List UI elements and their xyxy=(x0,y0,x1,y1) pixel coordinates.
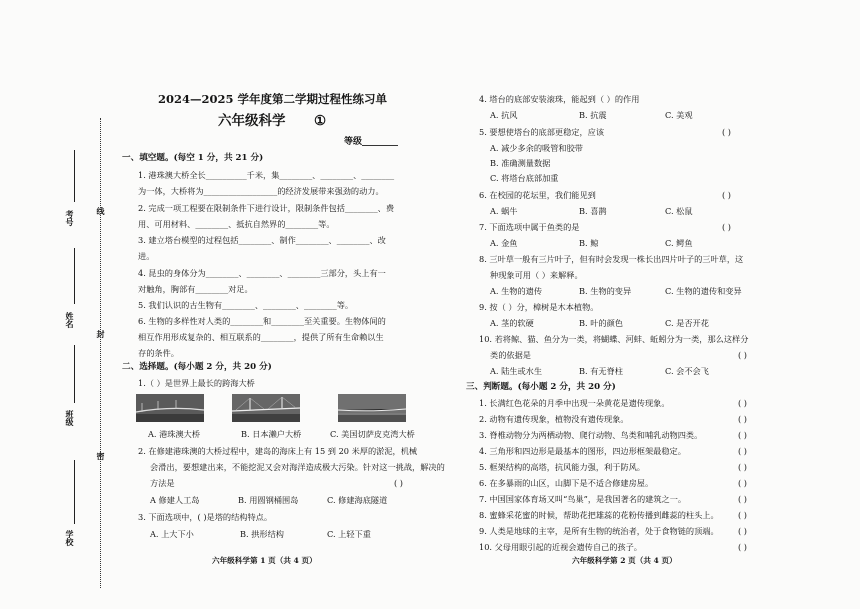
part1-line: 用、可用材料、________、抵抗自然界的________等。 xyxy=(138,219,335,229)
part2-heading: 二、选择题。(每小题 2 分，共 20 分) xyxy=(122,362,272,372)
q2-option-c: C. 修建海底隧道 xyxy=(327,495,388,505)
kaohao-line[interactable] xyxy=(74,150,75,202)
q3-option-a: A. 上大下小 xyxy=(150,529,194,539)
q2-option-a: A 修建人工岛 xyxy=(150,495,200,505)
judge-item: 2. 动物有遗传现象，植物没有遗传现象。 xyxy=(479,414,629,424)
q4-stem: 4. 塔台的底部安装滚珠，能起到（ ）的作用 xyxy=(479,94,640,104)
seal-mi-label: 密 xyxy=(96,452,105,460)
binding-dotted-line xyxy=(100,118,101,588)
q5-answer-blank[interactable]: ( ) xyxy=(722,127,731,137)
q4-option-c: C. 美观 xyxy=(665,110,693,120)
q4-option-b: B. 抗震 xyxy=(579,110,607,120)
page-title: 2024—2025 学年度第二学期过程性练习单 xyxy=(158,92,388,106)
bridge-photo-a xyxy=(136,394,204,422)
q5-option-c: C. 将塔台底部加重 xyxy=(490,173,559,183)
judge-answer-blank[interactable]: ( ) xyxy=(738,542,747,552)
part1-line: 相互作用形成复杂的、相互联系的________，提供了所有生命赖以生 xyxy=(138,332,384,342)
q8-line: 种现象可用（ ）来解释。 xyxy=(490,270,583,280)
part1-line: 对触角，胸部有________对足。 xyxy=(138,284,253,294)
part1-line: 5. 我们认识的古生物有________、________、________等。 xyxy=(138,300,354,310)
part1-line: 2. 完成一项工程要在限制条件下进行设计，限制条件包括________、费 xyxy=(138,203,395,213)
q7-answer-blank[interactable]: ( ) xyxy=(722,222,731,232)
judge-item: 1. 长满红色花朵的月季中出现一朵黄花是遗传现象。 xyxy=(479,398,670,408)
judge-answer-blank[interactable]: ( ) xyxy=(738,414,747,424)
judge-item: 5. 框架结构的高塔，抗风能力强，利于防风。 xyxy=(479,462,645,472)
page-subtitle: 六年级科学 xyxy=(218,113,286,129)
q2-line: 会滑出，要想建出来，不能挖泥又会对海洋造成极大污染。针对这一挑战，解决的 xyxy=(150,462,445,472)
q4-option-a: A. 抗风 xyxy=(490,110,518,120)
q9-option-a: A. 茎的软硬 xyxy=(490,318,534,328)
q7-stem: 7. 下面选项中属于鱼类的是 xyxy=(479,222,580,232)
q10-line: 10. 若将鲸、猫、鱼分为一类，将蝴蝶、河蚌、蚯蚓分为一类，那么这样分 xyxy=(479,334,749,344)
part1-heading: 一、填空题。(每空 1 分，共 21 分) xyxy=(122,153,264,163)
q5-stem: 5. 要想使塔台的底部更稳定，应该 xyxy=(479,127,605,137)
judge-answer-blank[interactable]: ( ) xyxy=(738,398,747,408)
judge-item: 9. 人类是地球的主宰，是所有生物的统治者，处于食物链的顶端。 xyxy=(479,526,719,536)
xuexiao-line[interactable] xyxy=(74,460,75,524)
q10-line: 类的依据是 xyxy=(490,350,531,360)
q3-option-c: C. 上轻下重 xyxy=(327,529,371,539)
q6-stem: 6. 在校园的花坛里，我们能见到 xyxy=(479,190,596,200)
q9-option-b: B. 叶的颜色 xyxy=(579,318,623,328)
q9-option-c: C. 是否开花 xyxy=(665,318,709,328)
part1-line: 1. 港珠澳大桥全长__________千米，集________、________、________ xyxy=(138,170,395,180)
circle-number: ① xyxy=(314,113,327,129)
q8-option-a: A. 生物的遗传 xyxy=(490,286,543,296)
q6-answer-blank[interactable]: ( ) xyxy=(722,190,731,200)
xuexiao-label: 学校 xyxy=(65,530,74,546)
q10-option-c: C. 会不会飞 xyxy=(665,366,709,376)
q1-stem: 1.（ ）是世界上最长的跨海大桥 xyxy=(138,378,255,388)
xingming-label: 姓名 xyxy=(65,312,74,328)
q2-line: 2. 在修建港珠澳的大桥过程中，建岛的海床上有 15 到 20 米厚的淤泥，机械 xyxy=(138,446,418,456)
q2-option-b: B. 用圆钢桶围岛 xyxy=(238,495,299,505)
judge-answer-blank[interactable]: ( ) xyxy=(738,446,747,456)
seal-feng-label: 封 xyxy=(96,330,105,338)
banji-label: 班级 xyxy=(65,410,74,426)
q7-option-c: C. 鳄鱼 xyxy=(665,238,693,248)
q5-option-b: B. 准确测量数据 xyxy=(490,158,551,168)
bridge-photo-c xyxy=(338,394,406,422)
judge-answer-blank[interactable]: ( ) xyxy=(738,478,747,488)
judge-answer-blank[interactable]: ( ) xyxy=(738,430,747,440)
seal-xian-label: 线 xyxy=(96,207,105,215)
page1-footer: 六年级科学第 1 页（共 4 页） xyxy=(212,556,317,565)
judge-item: 4. 三角形和四边形是最基本的图形，四边形框架最稳定。 xyxy=(479,446,686,456)
part1-line: 4. 昆虫的身体分为________、________、________三部分，头上有一 xyxy=(138,268,386,278)
judge-answer-blank[interactable]: ( ) xyxy=(738,526,747,536)
q1-option-b: B. 日本濑户大桥 xyxy=(241,429,302,439)
q1-option-c: C. 美国切萨皮克湾大桥 xyxy=(330,429,415,439)
xingming-line[interactable] xyxy=(74,248,75,304)
q6-option-b: B. 喜鹊 xyxy=(579,206,607,216)
q5-option-a: A. 减少多余的吸管和胶带 xyxy=(490,143,583,153)
page2-footer: 六年级科学第 2 页（共 4 页） xyxy=(572,556,677,565)
judge-answer-blank[interactable]: ( ) xyxy=(738,510,747,520)
q10-option-a: A. 陆生或水生 xyxy=(490,366,543,376)
q7-option-b: B. 鲸 xyxy=(579,238,599,248)
part1-line: 6. 生物的多样性对人类的________和________至关重要。生物体间的 xyxy=(138,316,386,326)
q10-answer-blank[interactable]: ( ) xyxy=(738,350,747,360)
q6-option-c: C. 松鼠 xyxy=(665,206,693,216)
judge-item: 8. 蜜蜂采花蜜的时候，帮助花把雄蕊的花粉传播到雌蕊的柱头上。 xyxy=(479,510,719,520)
part3-heading: 三、判断题。(每小题 2 分，共 20 分) xyxy=(466,382,616,392)
grade-label: 等级________ xyxy=(344,137,399,147)
judge-item: 3. 脊椎动物分为两栖动物、爬行动物、鸟类和哺乳动物四类。 xyxy=(479,430,703,440)
part1-line: 3. 建立塔台模型的过程包括________、制作________、________、改 xyxy=(138,235,386,245)
q2-answer-blank[interactable]: ( ) xyxy=(394,478,403,488)
kaohao-label: 考号 xyxy=(65,210,74,226)
q2-line: 方法是 xyxy=(150,478,175,488)
q9-stem: 9. 按（ ）分，樟树是木本植物。 xyxy=(479,302,599,312)
q10-option-b: B. 有无脊柱 xyxy=(579,366,623,376)
q3-stem: 3. 下面选项中，( )是塔的结构特点。 xyxy=(138,512,273,522)
q8-option-c: C. 生物的遗传和变异 xyxy=(665,286,742,296)
judge-item: 10. 父母用眼引起的近视会遗传自己的孩子。 xyxy=(479,542,642,552)
q1-option-a: A. 港珠澳大桥 xyxy=(148,429,201,439)
judge-item: 7. 中国国家体育场又叫“鸟巢”，是我国著名的建筑之一。 xyxy=(479,494,687,504)
bridge-photo-b xyxy=(232,394,300,422)
part1-line: 为一体，大桥将为__________________的经济发展带来强劲的动力。 xyxy=(138,186,384,196)
judge-item: 6. 在多暴雨的山区，山脚下是不适合修建房屋。 xyxy=(479,478,654,488)
q8-line: 8. 三叶草一般有三片叶子，但有时会发现一株长出四片叶子的三叶草，这 xyxy=(479,254,744,264)
q3-option-b: B. 拱形结构 xyxy=(240,529,284,539)
judge-answer-blank[interactable]: ( ) xyxy=(738,494,747,504)
banji-line[interactable] xyxy=(74,345,75,403)
part1-line: 进。 xyxy=(138,251,155,261)
q6-option-a: A. 蜗牛 xyxy=(490,206,518,216)
part1-line: 存的条件。 xyxy=(138,348,179,358)
q8-option-b: B. 生物的变异 xyxy=(579,286,632,296)
judge-answer-blank[interactable]: ( ) xyxy=(738,462,747,472)
q7-option-a: A. 金鱼 xyxy=(490,238,518,248)
